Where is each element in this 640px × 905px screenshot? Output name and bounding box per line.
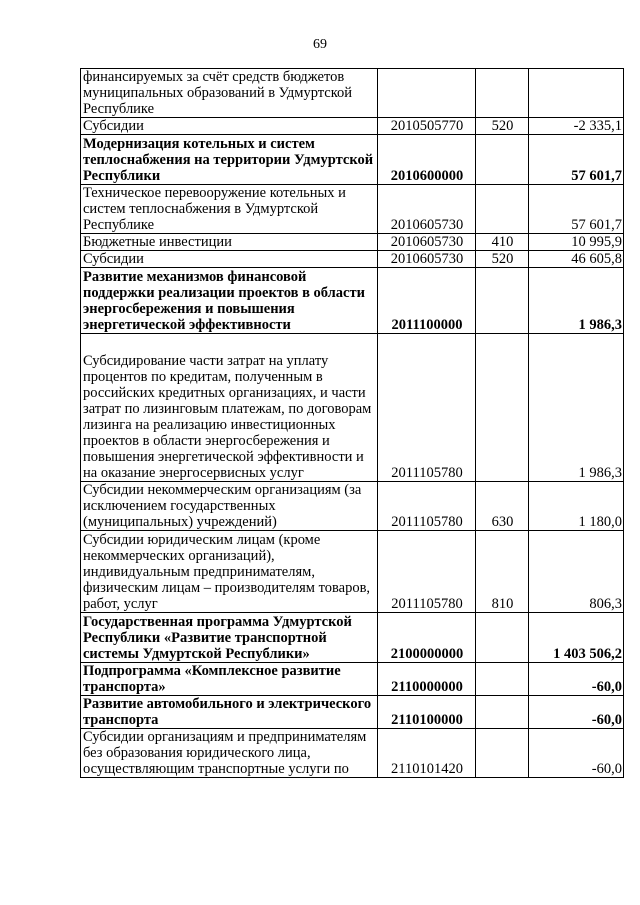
row-name: Техническое перевооружение котельных и систем теплоснабжения в Удмуртской Республике <box>81 185 378 234</box>
row-code: 2010605730 <box>378 251 476 268</box>
row-code: 2011100000 <box>378 268 476 334</box>
table-row <box>81 482 624 531</box>
row-amount: -2 335,1 <box>529 118 624 135</box>
row-code: 2110000000 <box>378 663 476 696</box>
table-row <box>81 118 624 135</box>
row-name: Субсидии юридическим лицам (кроме некоммерческих организаций), индивидуальным предпринимателям, физическим лицам – производителям товаров, работ, услуг <box>81 531 378 613</box>
row-type: 630 <box>476 482 529 531</box>
table-row <box>81 729 624 778</box>
row-code: 2010505770 <box>378 118 476 135</box>
row-amount: 46 605,8 <box>529 251 624 268</box>
row-amount: -60,0 <box>529 729 624 778</box>
row-code: 2010600000 <box>378 135 476 185</box>
row-name: Субсидии организациям и предпринимателям без образования юридического лица, осуществляющим транспортные услуги по <box>81 729 378 778</box>
budget-table <box>80 68 624 778</box>
page-number: 69 <box>313 37 327 52</box>
row-type: 520 <box>476 118 529 135</box>
row-name: Модернизация котельных и систем теплоснабжения на территории Удмуртской Республики <box>81 135 378 185</box>
row-name: Субсидии <box>81 251 378 268</box>
row-amount: 1 986,3 <box>529 334 624 482</box>
row-name: Субсидии некоммерческим организациям (за исключением государственных (муниципальных) учреждений) <box>81 482 378 531</box>
row-name: Бюджетные инвестиции <box>81 234 378 251</box>
row-code: 2011105780 <box>378 334 476 482</box>
row-type <box>476 663 529 696</box>
row-name: Субсидии <box>81 118 378 135</box>
table-row <box>81 334 624 482</box>
row-code <box>378 69 476 118</box>
table-row <box>81 663 624 696</box>
row-name: Государственная программа Удмуртской Республики «Развитие транспортной системы Удмуртской Республики» <box>81 613 378 663</box>
table-row <box>81 185 624 234</box>
row-type <box>476 69 529 118</box>
row-name: Субсидирование части затрат на уплату процентов по кредитам, полученным в российских кредитных организациях, и части затрат по лизинговым платежам, по договорам лизинга на реализацию инвестиционных проектов в области энергосбережения и повышения энергетической эффективности и на оказание энергосервисных услуг <box>81 334 378 482</box>
row-amount: 1 180,0 <box>529 482 624 531</box>
row-type: 410 <box>476 234 529 251</box>
table-row <box>81 268 624 334</box>
row-name: Развитие механизмов финансовой поддержки реализации проектов в области энергосбережения и повышения энергетической эффективности <box>81 268 378 334</box>
row-type <box>476 613 529 663</box>
row-code: 2011105780 <box>378 482 476 531</box>
row-amount: -60,0 <box>529 696 624 729</box>
table-row <box>81 696 624 729</box>
row-code: 2110100000 <box>378 696 476 729</box>
row-name: финансируемых за счёт средств бюджетов муниципальных образований в Удмуртской Республике <box>81 69 378 118</box>
row-type <box>476 696 529 729</box>
row-amount: 806,3 <box>529 531 624 613</box>
row-code: 2010605730 <box>378 234 476 251</box>
row-type: 520 <box>476 251 529 268</box>
row-amount: 1 986,3 <box>529 268 624 334</box>
row-code: 2100000000 <box>378 613 476 663</box>
table-row <box>81 531 624 613</box>
row-amount: 57 601,7 <box>529 185 624 234</box>
row-amount: 57 601,7 <box>529 135 624 185</box>
row-amount: 10 995,9 <box>529 234 624 251</box>
row-amount: 1 403 506,2 <box>529 613 624 663</box>
table-row <box>81 69 624 118</box>
row-amount: -60,0 <box>529 663 624 696</box>
row-type <box>476 185 529 234</box>
row-name: Развитие автомобильного и электрического транспорта <box>81 696 378 729</box>
row-type <box>476 729 529 778</box>
table-row <box>81 613 624 663</box>
row-type <box>476 268 529 334</box>
row-code: 2110101420 <box>378 729 476 778</box>
row-type <box>476 135 529 185</box>
table-row <box>81 234 624 251</box>
table-row <box>81 251 624 268</box>
table-row <box>81 135 624 185</box>
row-type: 810 <box>476 531 529 613</box>
row-amount <box>529 69 624 118</box>
row-name: Подпрограмма «Комплексное развитие транспорта» <box>81 663 378 696</box>
row-type <box>476 334 529 482</box>
row-code: 2011105780 <box>378 531 476 613</box>
row-code: 2010605730 <box>378 185 476 234</box>
